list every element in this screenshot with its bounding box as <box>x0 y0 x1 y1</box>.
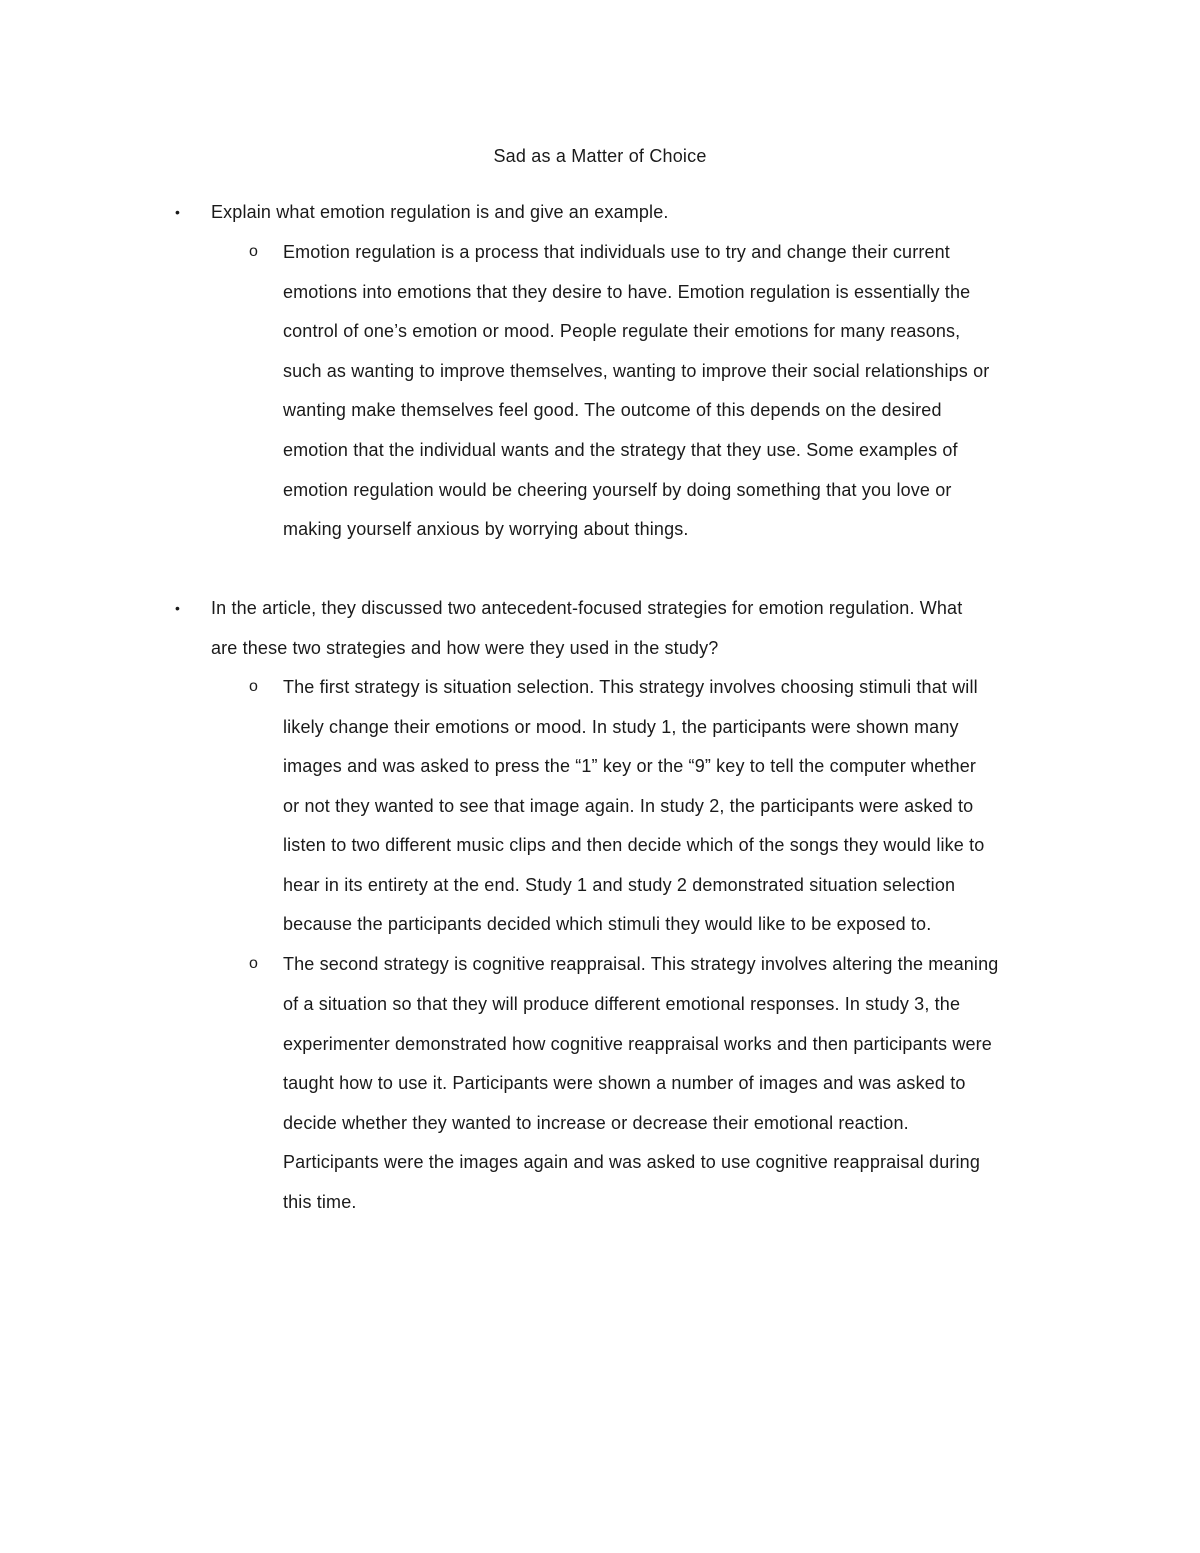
answer-2b-line: this time. <box>283 1192 357 1212</box>
answer-2a-line: The first strategy is situation selection. This strategy involves choosing stimuli that will <box>283 677 978 697</box>
question-1-line: Explain what emotion regulation is and give an example. <box>211 202 669 222</box>
answer-2b-line: of a situation so that they will produce different emotional responses. In study 3, the <box>283 994 961 1014</box>
answer-2a-line: hear in its entirety at the end. Study 1 and study 2 demonstrated situation selection <box>283 875 956 895</box>
answer-1-line: Emotion regulation is a process that individuals use to try and change their current <box>283 242 950 262</box>
answer-1-line: making yourself anxious by worrying about things. <box>283 519 689 539</box>
answer-2a-line: or not they wanted to see that image again. In study 2, the participants were asked to <box>283 796 974 816</box>
answer-2a-line: images and was asked to press the “1” key or the “9” key to tell the computer whether <box>283 756 977 776</box>
answer-1-line: emotion regulation would be cheering yourself by doing something that you love or <box>283 480 952 500</box>
answer-2a-line: because the participants decided which stimuli they would like to be exposed to. <box>283 914 932 934</box>
sub-bullet-icon: o <box>249 678 258 695</box>
sub-bullet-icon: o <box>249 243 258 260</box>
answer-1-line: emotion that the individual wants and the strategy that they use. Some examples of <box>283 440 958 460</box>
answer-1-line: such as wanting to improve themselves, wanting to improve their social relationships or <box>283 361 990 381</box>
answer-2b-line: The second strategy is cognitive reappraisal. This strategy involves altering the meaning <box>283 954 999 974</box>
answer-2a-line: likely change their emotions or mood. In study 1, the participants were shown many <box>283 717 959 737</box>
page-title: Sad as a Matter of Choice <box>493 146 707 166</box>
bullet-icon: • <box>175 600 180 616</box>
answer-2b-line: Participants were the images again and was asked to use cognitive reappraisal during <box>283 1152 980 1172</box>
question-2-line: In the article, they discussed two antecedent-focused strategies for emotion regulation. What <box>211 598 963 618</box>
answer-2b-line: taught how to use it. Participants were shown a number of images and was asked to <box>283 1073 966 1093</box>
answer-1-line: control of one’s emotion or mood. People regulate their emotions for many reasons, <box>283 321 961 341</box>
bullet-icon: • <box>175 204 180 220</box>
answer-2b-line: experimenter demonstrated how cognitive reappraisal works and then participants were <box>283 1034 992 1054</box>
sub-bullet-icon: o <box>249 955 258 972</box>
answer-2a-line: listen to two different music clips and then decide which of the songs they would like to <box>283 835 985 855</box>
answer-1-line: wanting make themselves feel good. The outcome of this depends on the desired <box>283 400 942 420</box>
answer-1-line: emotions into emotions that they desire to have. Emotion regulation is essentially the <box>283 282 971 302</box>
question-2-line: are these two strategies and how were they used in the study? <box>211 638 719 658</box>
answer-2b-line: decide whether they wanted to increase or decrease their emotional reaction. <box>283 1113 909 1133</box>
